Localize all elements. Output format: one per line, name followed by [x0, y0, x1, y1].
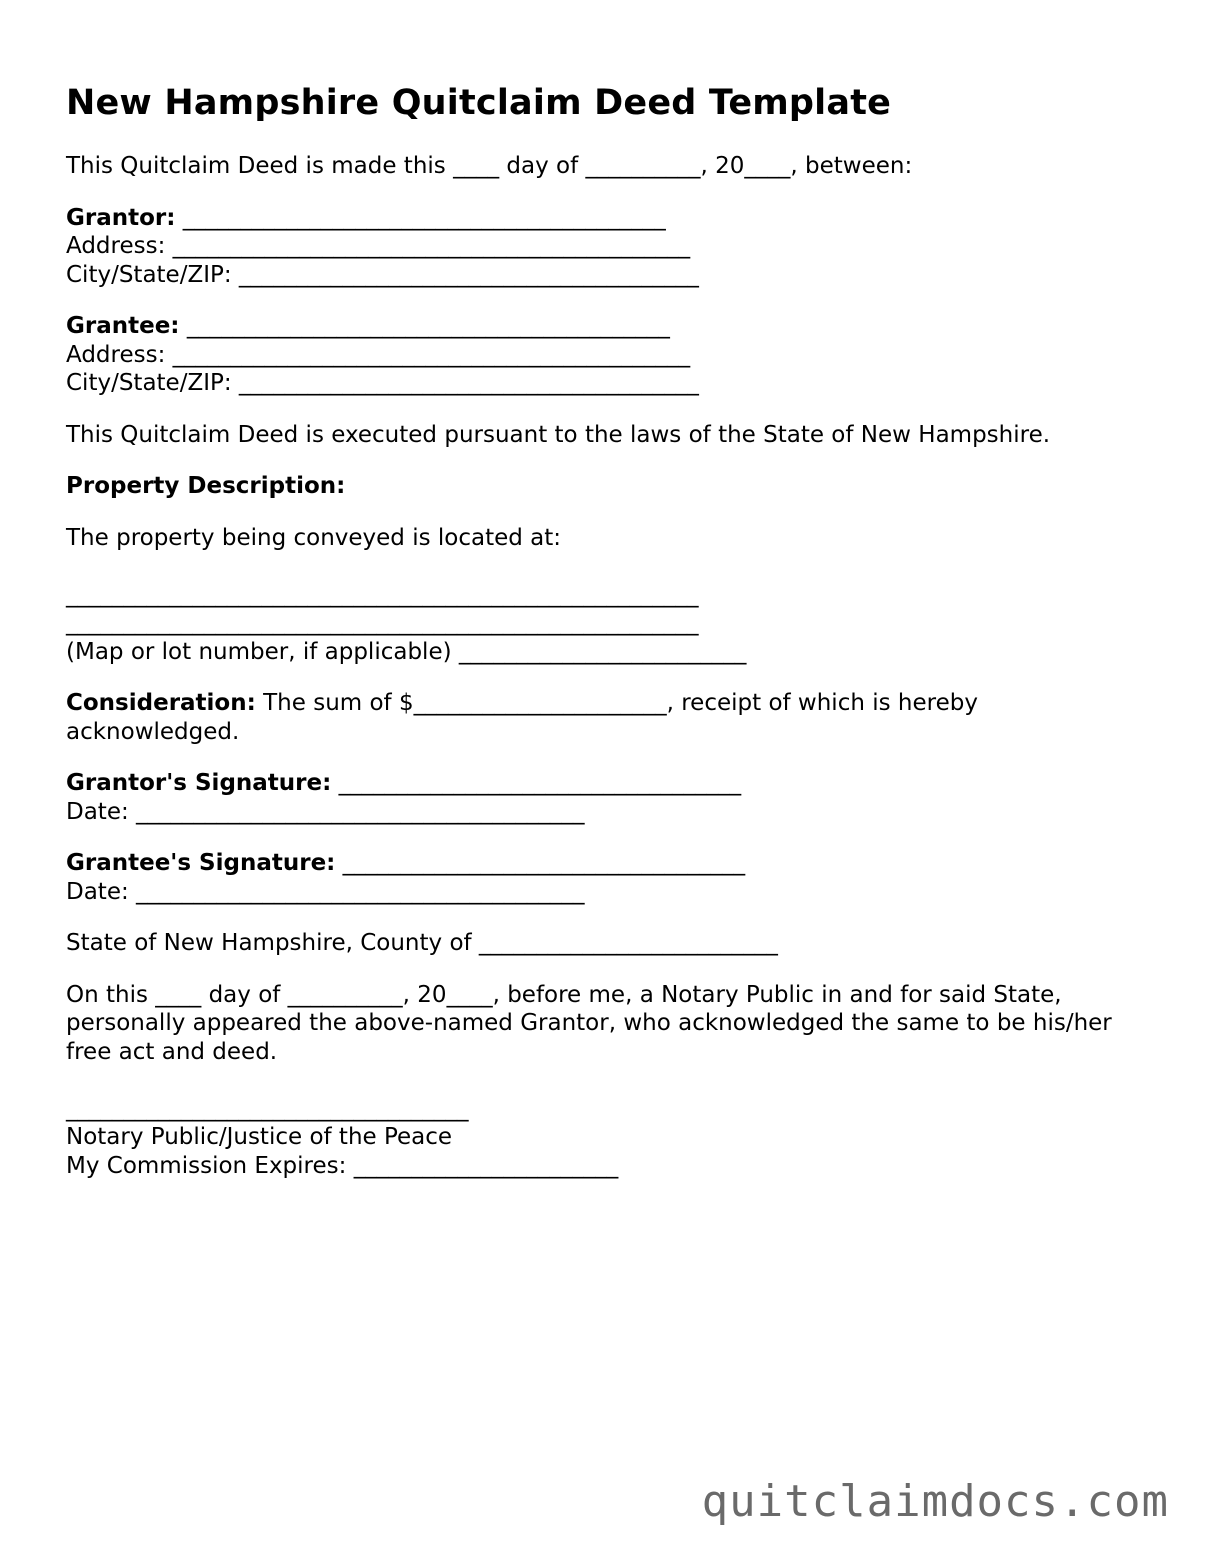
- grantee-signature-section: [66, 849, 1166, 906]
- property-lines: [66, 581, 1166, 667]
- consideration-paragraph: [66, 689, 1026, 746]
- property-heading-text: Property Description:: [66, 473, 346, 499]
- grantor-city-line: City/State/ZIP: ________________________________________: [66, 261, 699, 288]
- grantee-name-blank: __________________________________________: [179, 313, 670, 339]
- executed-paragraph: This Quitclaim Deed is executed pursuant to the laws of the State of New Hampshire.: [66, 421, 1051, 448]
- grantee-signature-line: [66, 849, 1166, 878]
- consideration-label: Consideration:: [66, 690, 256, 716]
- grantee-label: Grantee:: [66, 313, 180, 339]
- grantee-date-line: Date: _______________________________________: [66, 878, 585, 905]
- notary-title: Notary Public/Justice of the Peace: [66, 1124, 453, 1150]
- grantor-label: Grantor:: [66, 204, 176, 231]
- map-lot-line: (Map or lot number, if applicable) _________________________: [66, 638, 747, 665]
- property-line-2: _______________________________________________________: [66, 610, 699, 636]
- grantee-name-line: [66, 312, 1166, 341]
- grantee-signature-blank: ___________________________________: [335, 850, 746, 876]
- intro-paragraph: This Quitclaim Deed is made this ____ day of __________, 20____, between:: [66, 153, 913, 179]
- grantee-section: [66, 312, 1166, 398]
- grantee-signature-label: Grantee's Signature:: [66, 850, 336, 876]
- grantor-name-line: [66, 204, 1166, 233]
- notary-section: [66, 1095, 1166, 1181]
- property-line-1: _______________________________________________________: [66, 581, 699, 608]
- county-line: State of New Hampshire, County of __________________________: [66, 930, 778, 956]
- grantor-signature-blank: ___________________________________: [331, 770, 742, 796]
- grantor-address-line: Address: _____________________________________________: [66, 233, 691, 259]
- grantee-address-line: Address: _____________________________________________: [66, 341, 691, 368]
- property-location-text: The property being conveyed is located at:: [66, 524, 562, 551]
- commission-expires-line: My Commission Expires: _______________________: [66, 1152, 619, 1179]
- grantor-section: [66, 204, 1166, 290]
- notary-signature-line: ___________________________________: [66, 1095, 469, 1122]
- grantor-signature-label: Grantor's Signature:: [66, 770, 332, 796]
- grantor-signature-section: [66, 769, 1166, 826]
- consideration-text: The sum of $______________________, receipt of which is hereby acknowledged.: [66, 690, 978, 745]
- grantor-name-blank: __________________________________________: [175, 204, 666, 231]
- grantor-date-line: Date: _______________________________________: [66, 798, 585, 825]
- watermark-text: quitclaimdocs.com: [701, 1476, 1169, 1527]
- grantor-signature-line: [66, 769, 1166, 798]
- property-heading: [66, 472, 1166, 501]
- document-title: New Hampshire Quitclaim Deed Template: [66, 83, 892, 123]
- notary-paragraph: On this ____ day of __________, 20____, before me, a Notary Public in and for said State, personally appeared the above-named Grantor, who acknowledged the same to be his/her free act and deed.: [66, 981, 1112, 1065]
- deed-document: [66, 80, 1166, 1180]
- grantee-city-line: City/State/ZIP: ________________________________________: [66, 370, 699, 396]
